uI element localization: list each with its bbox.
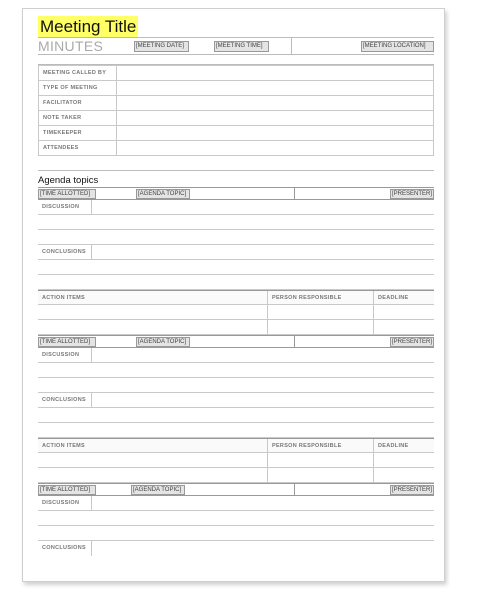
divider bbox=[294, 187, 295, 200]
discussion-row bbox=[38, 348, 434, 363]
discussion-label: DISCUSSION bbox=[38, 348, 92, 362]
conclusions-line[interactable] bbox=[38, 408, 434, 423]
person-responsible-label: PERSON RESPONSIBLE bbox=[268, 291, 374, 304]
meeting-time-cell bbox=[214, 37, 292, 55]
discussion-line[interactable] bbox=[38, 526, 434, 541]
discussion-line[interactable] bbox=[38, 363, 434, 378]
info-row bbox=[39, 126, 434, 141]
agenda-topic-field[interactable]: [AGENDA TOPIC] bbox=[136, 337, 190, 347]
attendees-input[interactable] bbox=[117, 141, 434, 156]
meeting-called-by-input[interactable] bbox=[117, 66, 434, 81]
agenda-heading: Agenda topics bbox=[38, 175, 99, 186]
presenter-field[interactable]: [PRESENTER] bbox=[392, 338, 433, 345]
info-row bbox=[39, 81, 434, 96]
agenda-topic-field[interactable]: [AGENDA TOPIC] bbox=[136, 189, 190, 199]
deadline-input[interactable] bbox=[374, 320, 434, 334]
conclusions-row bbox=[38, 393, 434, 408]
info-label: TYPE OF MEETING bbox=[39, 81, 117, 96]
discussion-input[interactable] bbox=[92, 496, 434, 510]
action-items-header bbox=[38, 290, 434, 305]
discussion-row bbox=[38, 496, 434, 511]
discussion-label: DISCUSSION bbox=[38, 496, 92, 510]
info-label: ATTENDEES bbox=[39, 141, 117, 156]
action-item-input[interactable] bbox=[38, 468, 268, 482]
info-row bbox=[39, 66, 434, 81]
conclusions-label: CONCLUSIONS bbox=[38, 393, 92, 407]
facilitator-input[interactable] bbox=[117, 96, 434, 111]
action-items-label: ACTION ITEMS bbox=[38, 439, 268, 452]
conclusions-label: CONCLUSIONS bbox=[38, 541, 92, 556]
meeting-location-cell bbox=[292, 41, 434, 52]
info-label: TIMEKEEPER bbox=[39, 126, 117, 141]
meeting-info-table bbox=[38, 65, 434, 156]
info-row bbox=[39, 96, 434, 111]
conclusions-row bbox=[38, 541, 434, 556]
person-responsible-label: PERSON RESPONSIBLE bbox=[268, 439, 374, 452]
discussion-line[interactable] bbox=[38, 215, 434, 230]
meeting-title[interactable]: Meeting Title bbox=[40, 17, 137, 36]
note-taker-input[interactable] bbox=[117, 111, 434, 126]
conclusions-input[interactable] bbox=[92, 541, 434, 556]
meeting-time-field[interactable]: [MEETING TIME] bbox=[214, 41, 269, 52]
conclusions-input[interactable] bbox=[92, 245, 434, 259]
action-item-row bbox=[38, 453, 434, 468]
conclusions-line[interactable] bbox=[38, 260, 434, 275]
action-item-row bbox=[38, 320, 434, 335]
topic-header-row bbox=[38, 483, 434, 496]
agenda-topic-block bbox=[38, 335, 434, 483]
info-row bbox=[39, 111, 434, 126]
discussion-label: DISCUSSION bbox=[38, 200, 92, 214]
divider bbox=[294, 483, 295, 496]
conclusions-row bbox=[38, 245, 434, 260]
divider bbox=[294, 335, 295, 348]
topic-header-row bbox=[38, 187, 434, 200]
agenda-topic-field[interactable]: [AGENDA TOPIC] bbox=[131, 485, 185, 495]
timekeeper-input[interactable] bbox=[117, 126, 434, 141]
blank-row[interactable] bbox=[38, 156, 434, 171]
topic-header-row bbox=[38, 335, 434, 348]
presenter-field[interactable]: [PRESENTER] bbox=[392, 190, 433, 197]
deadline-input[interactable] bbox=[374, 468, 434, 482]
conclusions-line[interactable] bbox=[38, 275, 434, 290]
meeting-date-cell bbox=[134, 41, 214, 52]
discussion-row bbox=[38, 200, 434, 215]
person-responsible-input[interactable] bbox=[268, 305, 374, 319]
time-allotted-field[interactable]: [TIME ALLOTTED] bbox=[38, 337, 96, 347]
agenda-topic-block bbox=[38, 187, 434, 335]
agenda-topic-block bbox=[38, 483, 434, 556]
conclusions-line[interactable] bbox=[38, 423, 434, 438]
person-responsible-input[interactable] bbox=[268, 320, 374, 334]
type-of-meeting-input[interactable] bbox=[117, 81, 434, 96]
conclusions-label: CONCLUSIONS bbox=[38, 245, 92, 259]
action-item-row bbox=[38, 468, 434, 483]
action-item-input[interactable] bbox=[38, 320, 268, 334]
meeting-minutes-template bbox=[38, 13, 434, 556]
discussion-input[interactable] bbox=[92, 348, 434, 362]
deadline-label: DEADLINE bbox=[378, 295, 409, 301]
info-label: NOTE TAKER bbox=[39, 111, 117, 126]
document-page bbox=[22, 8, 445, 582]
title-row bbox=[38, 13, 434, 37]
minutes-header-row bbox=[38, 37, 434, 55]
discussion-input[interactable] bbox=[92, 200, 434, 214]
person-responsible-input[interactable] bbox=[268, 453, 374, 467]
meeting-location-field[interactable]: [MEETING LOCATION] bbox=[361, 41, 434, 52]
deadline-label: DEADLINE bbox=[378, 443, 409, 449]
discussion-line[interactable] bbox=[38, 511, 434, 526]
action-items-label: ACTION ITEMS bbox=[38, 291, 268, 304]
action-item-input[interactable] bbox=[38, 305, 268, 319]
discussion-line[interactable] bbox=[38, 378, 434, 393]
person-responsible-input[interactable] bbox=[268, 468, 374, 482]
time-allotted-field[interactable]: [TIME ALLOTTED] bbox=[38, 485, 96, 495]
minutes-label: MINUTES bbox=[38, 38, 104, 54]
info-row bbox=[39, 141, 434, 156]
header-spacer bbox=[38, 55, 434, 65]
deadline-input[interactable] bbox=[374, 305, 434, 319]
meeting-date-field[interactable]: [MEETING DATE] bbox=[134, 41, 189, 52]
conclusions-input[interactable] bbox=[92, 393, 434, 407]
deadline-input[interactable] bbox=[374, 453, 434, 467]
info-label: FACILITATOR bbox=[39, 96, 117, 111]
action-item-input[interactable] bbox=[38, 453, 268, 467]
presenter-field[interactable]: [PRESENTER] bbox=[392, 486, 433, 493]
action-item-row bbox=[38, 305, 434, 320]
action-items-header bbox=[38, 438, 434, 453]
info-label: MEETING CALLED BY bbox=[39, 66, 117, 81]
discussion-line[interactable] bbox=[38, 230, 434, 245]
time-allotted-field[interactable]: [TIME ALLOTTED] bbox=[38, 189, 96, 199]
